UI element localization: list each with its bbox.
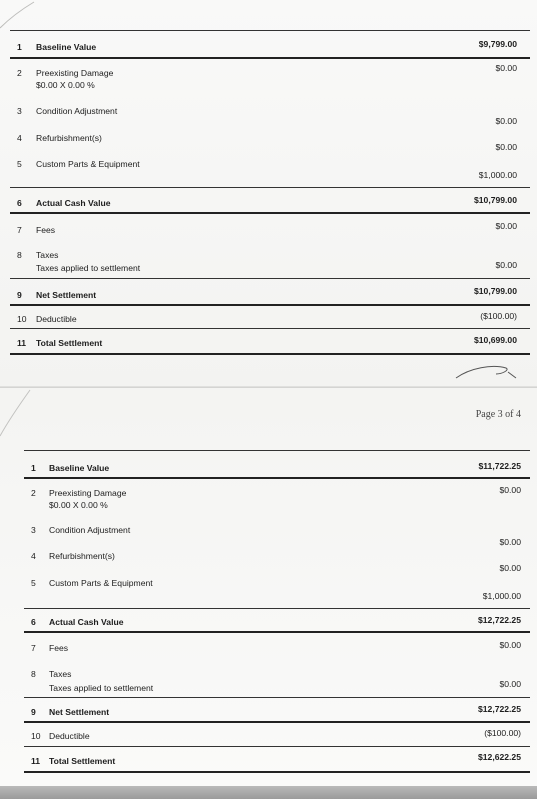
row-number: 5 [17, 159, 22, 169]
settlement-sheet-top [0, 0, 537, 388]
row-number: 4 [17, 133, 22, 143]
row-value: $12,622.25 [477, 752, 521, 762]
row-value: ($100.00) [484, 728, 521, 738]
row-value: $0.00 [499, 640, 521, 650]
row-value: $0.00 [495, 116, 517, 126]
row-number: 1 [31, 463, 36, 473]
row-number: 5 [31, 578, 36, 588]
row-value: $10,799.00 [473, 286, 517, 296]
row-sublabel: $0.00 X 0.00 % [49, 500, 108, 510]
row-label: Custom Parts & Equipment [36, 159, 140, 169]
row-value: $9,799.00 [478, 39, 517, 49]
row-value: $0.00 [499, 485, 521, 495]
row-number: 9 [17, 290, 22, 300]
row-label: Taxes [36, 250, 59, 260]
row-sublabel: Taxes applied to settlement [36, 263, 141, 273]
paper-fold-mark [0, 388, 40, 438]
row-number: 11 [17, 338, 27, 348]
divider [24, 771, 530, 773]
row-label: Net Settlement [49, 707, 110, 717]
paper-fold-mark [0, 0, 40, 30]
row-label: Condition Adjustment [36, 106, 118, 116]
row-label: Baseline Value [36, 42, 97, 52]
row-label: Total Settlement [49, 756, 116, 766]
row-label: Refurbishment(s) [49, 551, 115, 561]
row-label: Actual Cash Value [49, 617, 124, 627]
divider [10, 30, 530, 31]
row-number: 9 [31, 707, 36, 717]
divider [24, 477, 530, 479]
row-value: $10,799.00 [473, 195, 517, 205]
divider [10, 328, 530, 329]
row-number: 2 [17, 68, 22, 78]
row-value: $0.00 [495, 221, 517, 231]
row-number: 6 [31, 617, 36, 627]
row-value: $0.00 [495, 142, 517, 152]
row-label: Taxes [49, 669, 72, 679]
divider [24, 608, 530, 609]
divider [10, 353, 530, 355]
row-number: 6 [17, 198, 22, 208]
divider [24, 721, 530, 723]
row-number: 11 [31, 756, 41, 766]
settlement-sheet-bottom [0, 388, 537, 788]
row-number: 7 [31, 643, 36, 653]
row-label: Fees [36, 225, 56, 235]
row-value: $10,699.00 [473, 335, 517, 345]
row-label: Preexisting Damage [49, 488, 127, 498]
divider [10, 57, 530, 59]
divider [24, 697, 530, 698]
row-value: $12,722.25 [477, 704, 521, 714]
row-label: Actual Cash Value [36, 198, 111, 208]
row-label: Baseline Value [49, 463, 110, 473]
divider [10, 278, 530, 279]
scan-edge-shadow [0, 786, 537, 799]
row-number: 7 [17, 225, 22, 235]
row-number: 8 [17, 250, 22, 260]
row-sublabel: $0.00 X 0.00 % [36, 80, 95, 90]
row-label: Fees [49, 643, 69, 653]
row-label: Net Settlement [36, 290, 97, 300]
row-number: 8 [31, 669, 36, 679]
divider [10, 187, 530, 188]
row-label: Custom Parts & Equipment [49, 578, 153, 588]
row-number: 3 [17, 106, 22, 116]
divider [24, 631, 530, 633]
row-value: $0.00 [499, 563, 521, 573]
row-label: Deductible [49, 731, 90, 741]
row-value: $0.00 [495, 63, 517, 73]
row-value: $0.00 [495, 260, 517, 270]
page-number: Page 3 of 4 [475, 409, 521, 420]
row-number: 4 [31, 551, 36, 561]
row-sublabel: Taxes applied to settlement [49, 683, 154, 693]
row-value: $0.00 [499, 537, 521, 547]
row-value: $12,722.25 [477, 615, 521, 625]
row-label: Condition Adjustment [49, 525, 131, 535]
divider [10, 304, 530, 306]
row-label: Preexisting Damage [36, 68, 114, 78]
row-number: 10 [31, 731, 41, 741]
divider [10, 212, 530, 214]
row-value: $1,000.00 [482, 591, 521, 601]
row-number: 1 [17, 42, 22, 52]
divider [24, 450, 530, 451]
row-value: ($100.00) [480, 311, 517, 321]
row-number: 2 [31, 488, 36, 498]
row-value: $1,000.00 [478, 170, 517, 180]
row-value: $11,722.25 [478, 461, 521, 471]
divider [24, 746, 530, 747]
row-label: Refurbishment(s) [36, 133, 102, 143]
row-value: $0.00 [499, 679, 521, 689]
row-number: 3 [31, 525, 36, 535]
row-label: Deductible [36, 314, 77, 324]
row-label: Total Settlement [36, 338, 103, 348]
row-number: 10 [17, 314, 27, 324]
pen-scribble-mark [450, 362, 520, 384]
